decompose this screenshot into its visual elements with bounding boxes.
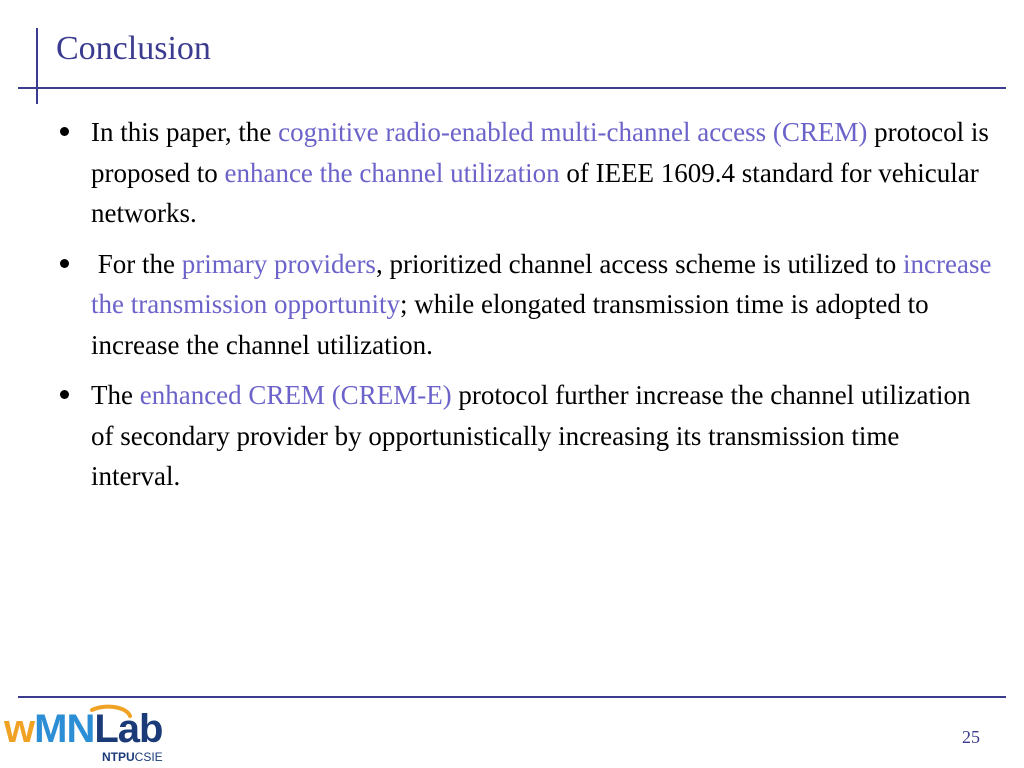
logo-subtitle — [102, 750, 163, 764]
text-segment: protocol further increase the channel utilization of secondary provider by opportunistically increasing its transmission time interval. — [91, 380, 971, 491]
highlight-segment: primary providers — [181, 248, 376, 279]
text-segment: of IEEE 1609.4 standard for vehicular networks. — [91, 157, 979, 228]
text-segment: ; while elongated transmission time is adopted to increase the channel utilization. — [91, 289, 929, 360]
bullet-dot-icon — [60, 259, 69, 268]
logo-sub-bold: NTPU — [102, 750, 135, 764]
title-horizontal-rule — [18, 87, 1006, 89]
bullet-item — [56, 244, 992, 366]
highlight-segment: enhance the channel utilization — [224, 157, 560, 188]
bullet-text — [91, 380, 970, 491]
highlight-segment: enhanced CREM (CREM-E) — [139, 380, 452, 410]
bullet-text — [91, 117, 989, 228]
title-vertical-rule — [36, 28, 38, 104]
logo-lab: Lab — [94, 707, 163, 751]
bullet-item — [56, 375, 992, 497]
bullet-item — [56, 112, 992, 234]
highlight-segment: cognitive radio-enabled multi-channel access (CREM) — [278, 117, 868, 147]
bullet-text — [91, 249, 991, 360]
text-segment: In this paper, the — [91, 117, 279, 147]
highlight-segment: increase the transmission opportunity — [91, 248, 992, 319]
wmnlab-logo — [4, 704, 184, 766]
logo-mn: MN — [34, 707, 95, 751]
logo-wordmark — [4, 706, 162, 752]
bullet-dot-icon — [60, 390, 69, 399]
logo-sub-rest: CSIE — [134, 750, 163, 764]
text-segment: , prioritized channel access scheme is utilized to — [375, 248, 904, 279]
footer-horizontal-rule — [18, 696, 1006, 698]
text-segment: protocol is proposed to — [91, 117, 989, 188]
slide-title: Conclusion — [56, 30, 211, 67]
bullet-dot-icon — [60, 127, 69, 136]
bullet-list — [56, 112, 992, 507]
text-segment: The — [91, 380, 140, 410]
page-number: 25 — [962, 727, 980, 747]
text-segment: For the — [91, 248, 182, 279]
logo-w: w — [4, 707, 35, 751]
